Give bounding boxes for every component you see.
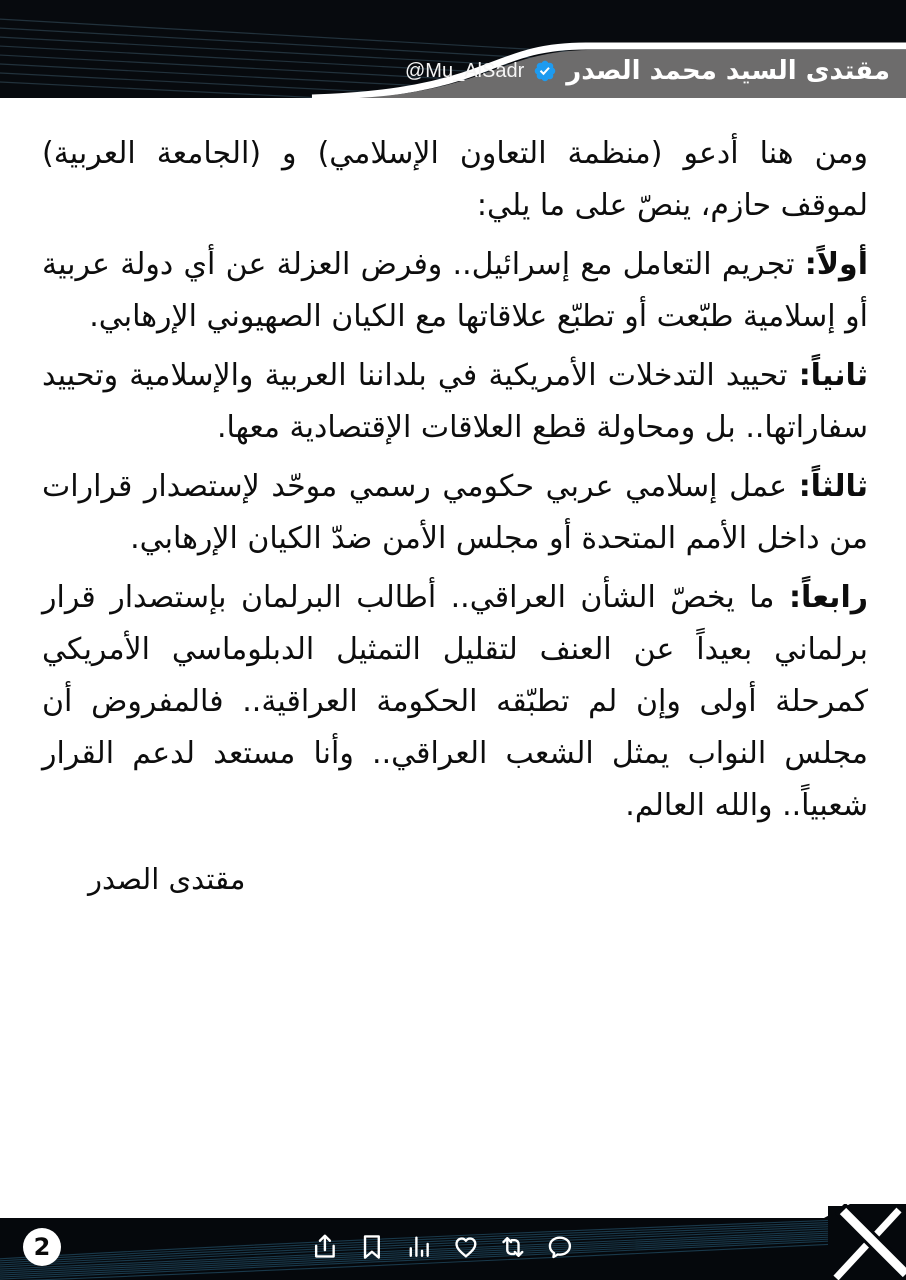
statement-paragraph	[42, 128, 868, 232]
verified-checkmark-icon	[533, 59, 557, 83]
statement-paragraph	[42, 239, 868, 343]
paragraph-text: تحييد التدخلات الأمريكية في بلداننا العربية والإسلامية وتحييد سفاراتها.. بل ومحاولة قطع العلاقات الإقتصادية معها.	[42, 358, 868, 445]
retweet-icon[interactable]	[498, 1232, 528, 1262]
reply-icon[interactable]	[545, 1232, 575, 1262]
author-identity	[405, 47, 890, 95]
footer-band	[0, 1204, 906, 1280]
bookmark-icon[interactable]	[357, 1232, 387, 1262]
paragraph-lead: ثالثاً:	[798, 469, 868, 504]
paragraph-text: تجريم التعامل مع إسرائيل.. وفرض العزلة عن أي دولة عربية أو إسلامية طبّعت أو تطبّع علاقاتها مع الكيان الصهيوني الإرهابي.	[42, 247, 868, 334]
statement-paragraph	[42, 572, 868, 832]
statement-paragraph	[42, 350, 868, 454]
heart-icon[interactable]	[451, 1232, 481, 1262]
paragraph-text: ومن هنا أدعو (منظمة التعاون الإسلامي) و (الجامعة العربية) لموقف حازم، ينصّ على ما يلي:	[42, 136, 868, 223]
x-logo	[824, 1204, 906, 1280]
statement-paragraph	[42, 461, 868, 565]
action-bar	[310, 1232, 575, 1262]
paragraph-text: ما يخصّ الشأن العراقي.. أطالب البرلمان بإستصدار قرار برلماني بعيداً عن العنف لتقليل التمثيل الدبلوماسي الأمريكي كمرحلة أولى وإن لم تطبّقه الحكومة العراقية.. فالمفروض أن مجلس النواب يمثل الشعب العراقي.. وأنا مستعد لدعم القرار شعبياً.. والله العالم.	[42, 580, 868, 823]
author-handle: @Mu_AlSadr	[404, 59, 525, 82]
statement-body	[0, 98, 906, 896]
page-number-badge: 2	[23, 1228, 61, 1266]
share-icon[interactable]	[310, 1232, 340, 1262]
paragraph-lead: ثانياً:	[798, 358, 868, 393]
paragraph-text: عمل إسلامي عربي حكومي رسمي موحّد لإستصدار قرارات من داخل الأمم المتحدة أو مجلس الأمن ضدّ الكيان الإرهابي.	[42, 469, 868, 556]
header-band	[0, 0, 906, 98]
paragraph-lead: أولاً:	[804, 247, 868, 282]
author-display-name: مقتدى السيد محمد الصدر	[566, 56, 890, 86]
signature: مقتدى الصدر	[88, 862, 246, 896]
analytics-icon[interactable]	[404, 1232, 434, 1262]
paragraph-lead: رابعاً:	[788, 580, 868, 615]
